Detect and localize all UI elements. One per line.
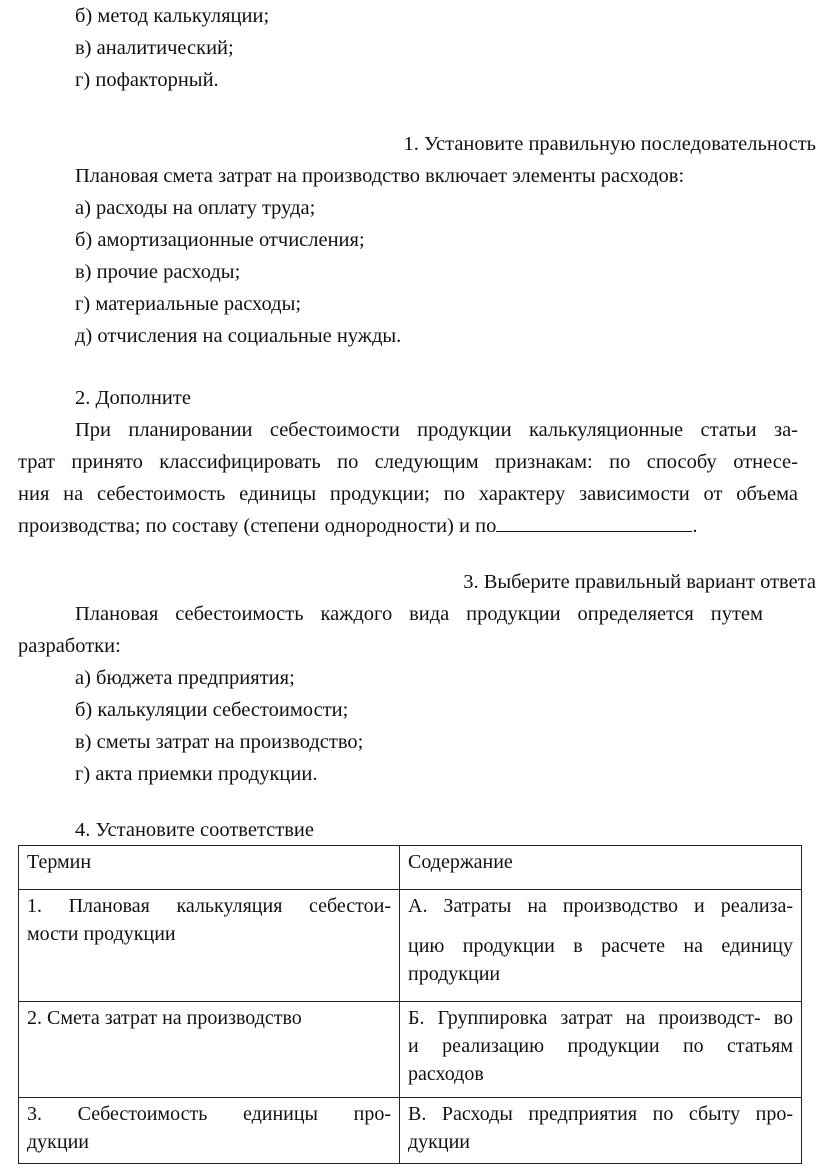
term-3-line-2: дукции xyxy=(27,1131,90,1153)
q4-heading: 4. Установите соответствие xyxy=(75,819,314,841)
q3-option-a: а) бюджета предприятия; xyxy=(75,667,295,689)
term-cell-3 xyxy=(19,1098,400,1164)
term-1-line-1: 1. Плановая калькуляция себестои- xyxy=(27,895,391,917)
content-v-line-1: В. Расходы предприятия по сбыту про- xyxy=(408,1103,793,1125)
content-a-line-3: продукции xyxy=(408,963,501,985)
content-a-line-1: А. Затраты на производство и реализа- xyxy=(408,895,793,917)
prev-option-v: в) аналитический; xyxy=(75,37,234,59)
q1-option-v: в) прочие расходы; xyxy=(75,261,241,283)
table-row xyxy=(19,890,802,1002)
content-cell-b xyxy=(400,1002,802,1098)
table-row xyxy=(19,1002,802,1098)
table-header-row xyxy=(19,846,802,890)
q2-heading: 2. Дополните xyxy=(75,387,191,409)
q1-heading: 1. Установите правильную последовательность xyxy=(403,133,816,155)
q2-text-line-3: ния на себестоимость единицы продукции; по характеру зависимости от объема xyxy=(18,483,798,505)
content-v-line-2: дукции xyxy=(408,1131,471,1153)
q3-intro-line-2: разработки: xyxy=(18,635,121,657)
matching-table xyxy=(18,845,802,1164)
prev-option-b: б) метод калькуляции; xyxy=(75,5,270,27)
q1-intro: Плановая смета затрат на производство включает элементы расходов: xyxy=(75,165,685,187)
content-b-line-2: и реализацию продукции по статьям xyxy=(408,1035,793,1057)
content-cell-v xyxy=(400,1098,802,1164)
content-cell-a xyxy=(400,890,802,1002)
content-b-line-3: расходов xyxy=(408,1063,484,1085)
header-content: Содержание xyxy=(400,846,802,890)
q1-option-g: г) материальные расходы; xyxy=(75,293,302,315)
q2-text-line-4-body: производства; по составу (степени однородности) и по xyxy=(18,515,497,537)
q3-option-b: б) калькуляции себестоимости; xyxy=(75,699,349,721)
q2-text-line-4 xyxy=(18,511,697,541)
fill-in-blank[interactable] xyxy=(496,513,692,532)
term-1-line-2: мости продукции xyxy=(27,923,176,945)
q2-text-line-1: При планировании себестоимости продукции калькуляционные статьи за- xyxy=(75,419,798,441)
q1-option-b: б) амортизационные отчисления; xyxy=(75,229,365,251)
table-row xyxy=(19,1098,802,1164)
term-2-line-1: 2. Смета затрат на производство xyxy=(27,1007,302,1029)
content-a-line-2: цию продукции в расчете на единицу xyxy=(408,935,793,957)
header-term: Термин xyxy=(19,846,400,890)
q2-text-line-2: трат принято классифицировать по следующим признакам: по способу отнесе- xyxy=(18,451,798,473)
content-b-line-1: Б. Группировка затрат на производст- во xyxy=(408,1007,793,1029)
q1-option-d: д) отчисления на социальные нужды. xyxy=(75,325,402,347)
q2-text-end: . xyxy=(692,515,698,537)
q3-option-g: г) акта приемки продукции. xyxy=(75,763,318,785)
q3-option-v: в) сметы затрат на производство; xyxy=(75,731,364,753)
q3-intro-line-1: Плановая себестоимость каждого вида продукции определяется путем xyxy=(75,603,763,625)
term-3-line-1: 3. Себестоимость единицы про- xyxy=(27,1103,391,1125)
term-cell-1 xyxy=(19,890,400,1002)
q3-heading: 3. Выберите правильный вариант ответа xyxy=(463,571,816,593)
q1-option-a: а) расходы на оплату труда; xyxy=(75,197,316,219)
prev-option-g: г) пофакторный. xyxy=(75,69,219,91)
term-cell-2 xyxy=(19,1002,400,1098)
